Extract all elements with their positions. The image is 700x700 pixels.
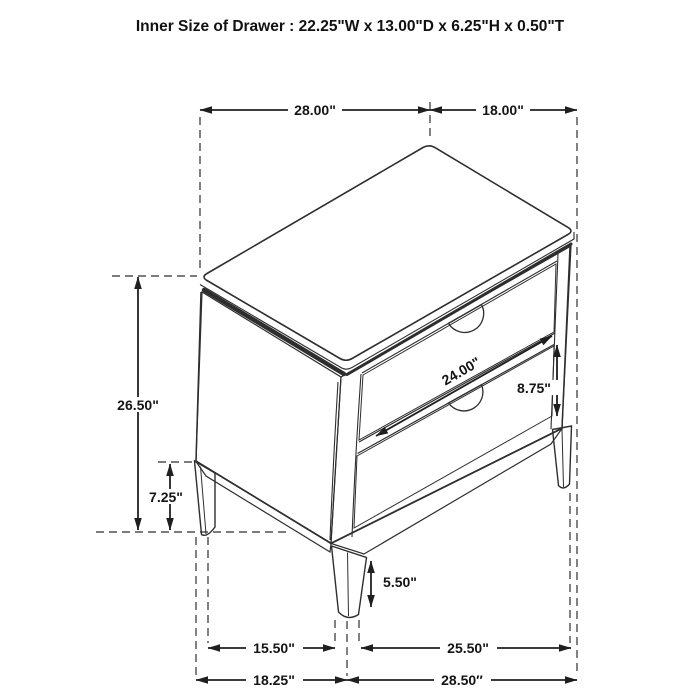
page-title: Inner Size of Drawer : 22.25"W x 13.00"D x 6.25"H x 0.50"T xyxy=(135,18,565,35)
dimension-top-depth xyxy=(430,102,577,118)
dimension-floor-width xyxy=(347,672,577,688)
dimension-front-leg-height xyxy=(371,561,424,607)
dimension-leg-spacing-depth xyxy=(208,640,335,656)
dim-label-overall-height: 26.50" xyxy=(117,397,159,413)
front-leg xyxy=(332,546,367,617)
dim-label-leg-spacing-depth: 15.50" xyxy=(253,640,295,656)
top-edge-shadow-left xyxy=(204,290,344,374)
dim-label-floor-depth: 18.25" xyxy=(253,672,295,688)
front-corner-post xyxy=(330,374,361,540)
dim-label-drawer-width: 24.00" xyxy=(438,353,484,389)
left-apron xyxy=(196,462,331,553)
top-panel xyxy=(200,146,574,375)
dim-label-floor-width: 28.50″ xyxy=(441,672,483,688)
back-left-leg xyxy=(195,461,216,535)
dimension-base-clearance xyxy=(143,464,190,530)
front-apron xyxy=(331,429,562,555)
dim-label-front-leg-height: 5.50" xyxy=(383,574,417,590)
right-leg xyxy=(553,426,572,488)
dim-label-leg-spacing-width: 25.50" xyxy=(447,640,489,656)
dimension-top-width xyxy=(200,102,430,118)
dim-label-top-depth: 18.00" xyxy=(482,102,524,118)
dim-label-base-clearance: 7.25" xyxy=(149,489,183,505)
dimension-floor-depth xyxy=(196,672,347,688)
dim-label-drawer-height: 8.75" xyxy=(517,380,551,396)
cabinet-outline xyxy=(196,247,570,544)
dimension-leg-spacing-width xyxy=(361,640,571,656)
dim-label-top-width: 28.00" xyxy=(294,102,336,118)
